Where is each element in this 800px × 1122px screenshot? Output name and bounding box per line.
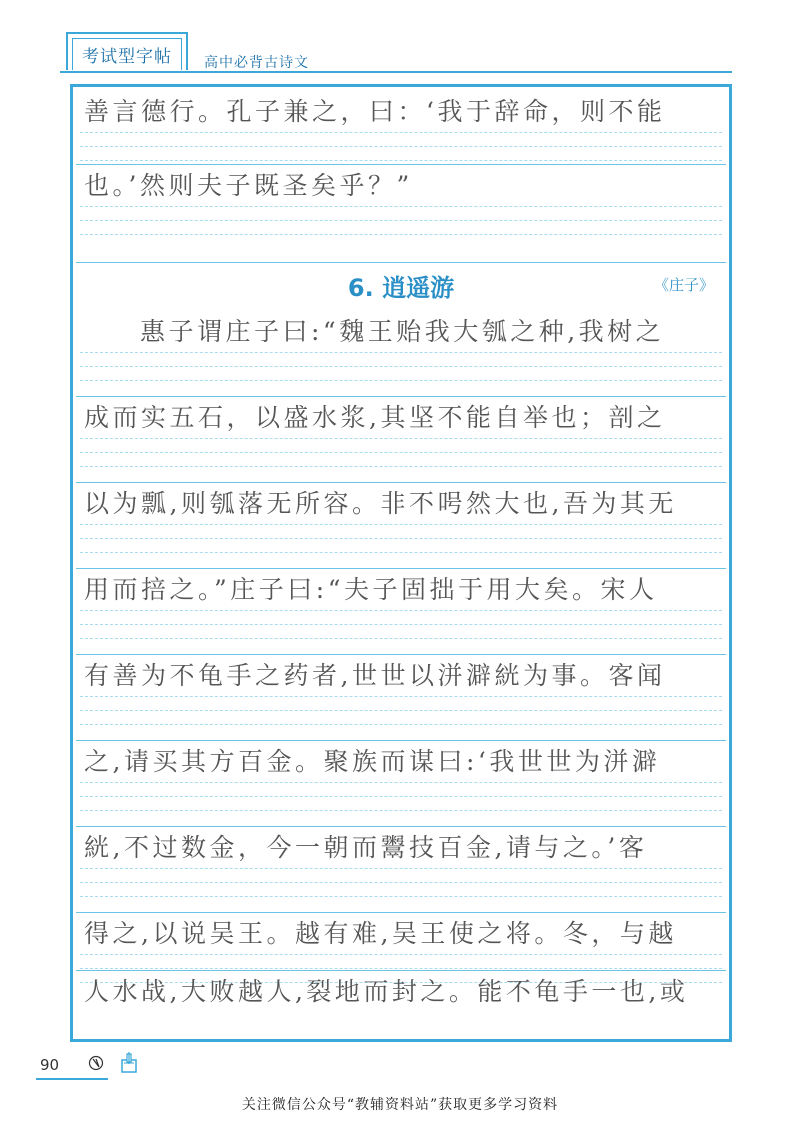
text-line: 之,请买其方百金。聚族而谋曰:‘我世世为洴澼 [84,747,661,776]
text-line: 用而掊之。”庄子曰:“夫子固拙于用大矣。宋人 [84,575,658,604]
grid-row [76,482,726,556]
grid-row [76,826,726,900]
text-line: 善言德行。孔子兼之，曰：‘我于辞命，则不能 [84,97,666,126]
section-title: 6. 逍遥游 [347,274,455,302]
grid-row [76,970,726,1042]
text-line: 絖,不过数金，今一朝而鬻技百金,请与之。’客 [84,833,648,862]
text-line: 惠子谓庄子曰:“魏王贻我大瓠之种,我树之 [140,317,665,346]
grid-row [76,164,726,238]
text-line: 得之,以说吴王。越有难,吴王使之将。冬，与越 [84,919,677,948]
grid-row [76,568,726,642]
header-tab [66,32,188,70]
header-tab-label: 考试型字帖 [72,38,182,70]
page-number-underline [36,1078,108,1080]
pencil-box-icon [120,1050,138,1074]
grid-row [76,740,726,814]
header-rule [60,71,732,73]
grid-row [76,396,726,470]
section-header [76,262,726,310]
grid-row [76,90,726,164]
header-subtitle: 高中必背古诗文 [204,55,309,71]
text-line: 也。’然则夫子既圣矣乎？” [84,171,413,200]
text-line: 成而实五石，以盛水浆,其坚不能自举也；剖之 [84,403,666,432]
text-line: 人水战,大败越人,裂地而封之。能不龟手一也,或 [84,977,689,1006]
grid-row [76,654,726,728]
section-source: 《庄子》 [653,276,714,294]
text-line: 以为瓢,则瓠落无所容。非不呺然大也,吾为其无 [84,489,677,518]
grid-row [76,310,726,384]
writing-grid [70,84,732,1042]
footer-note: 关注微信公众号“教辅资料站”获取更多学习资料 [241,1097,559,1113]
page-number: 90 [40,1056,60,1074]
text-line: 有善为不龟手之药者,世世以洴澼絖为事。客闻 [84,661,666,690]
pen-nib-icon [88,1055,104,1071]
